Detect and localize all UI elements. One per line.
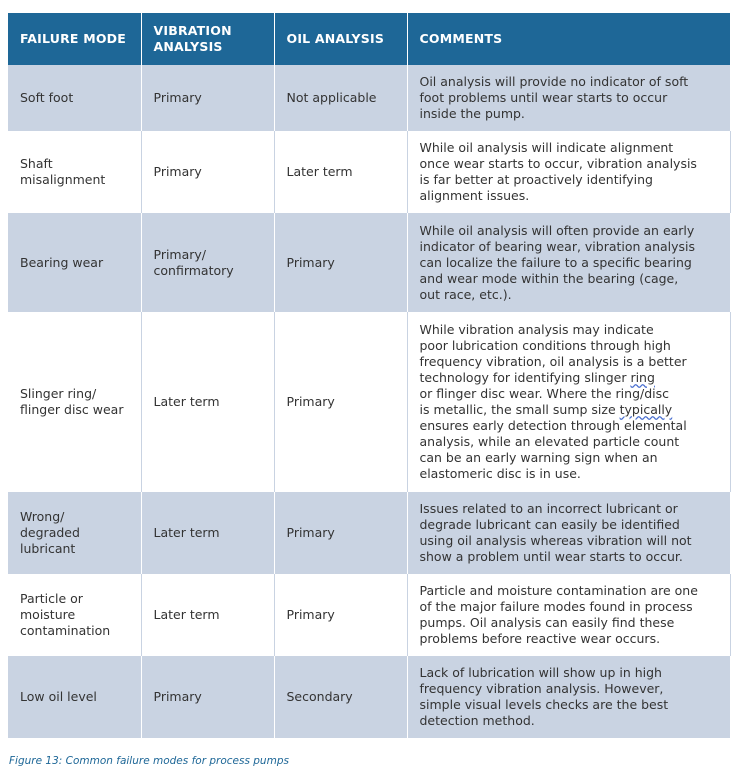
failure-mode-cell: Slinger ring/ flinger disc wear bbox=[8, 312, 141, 492]
failure-modes-table-container bbox=[8, 13, 730, 738]
vibration-cell: Primary bbox=[141, 656, 274, 738]
comments-cell: While oil analysis will indicate alignment once wear starts to occur, vibration analysis is far better at proactively identifying alignment issues. bbox=[407, 131, 730, 213]
header-comments: COMMENTS bbox=[407, 13, 730, 65]
comments-text-part: ensures early detection through elemental analysis, while an elevated particle count can be an early warning sign when an elastomeric disc is in use. bbox=[419, 418, 687, 481]
header-vibration-analysis: VIBRATION ANALYSIS bbox=[141, 13, 274, 65]
vibration-cell: Primary bbox=[141, 131, 274, 213]
table-row-shaft-misalignment bbox=[8, 131, 730, 213]
oil-cell: Later term bbox=[274, 131, 407, 213]
table-row-wrong-lubricant bbox=[8, 492, 730, 574]
failure-mode-cell: Wrong/ degraded lubricant bbox=[8, 492, 141, 574]
comments-cell bbox=[407, 312, 730, 492]
comments-text-part: or flinger disc wear. Where the ring/disc is metallic, the small sump size bbox=[419, 386, 670, 417]
oil-cell: Primary bbox=[274, 213, 407, 312]
comments-text-part: While vibration analysis may indicate poor lubrication conditions through high frequency vibration, oil analysis is a better technology for identifying slinger bbox=[419, 322, 687, 385]
header-row bbox=[8, 13, 730, 65]
comments-cell: Oil analysis will provide no indicator of soft foot problems until wear starts to occur inside the pump. bbox=[407, 65, 730, 131]
spellcheck-word: ring bbox=[630, 370, 655, 385]
header-failure-mode: FAILURE MODE bbox=[8, 13, 141, 65]
table-row-slinger-ring bbox=[8, 312, 730, 492]
oil-cell: Not applicable bbox=[274, 65, 407, 131]
comments-cell: Issues related to an incorrect lubricant or degrade lubricant can easily be identified using oil analysis whereas vibration will not show a problem until wear starts to occur. bbox=[407, 492, 730, 574]
oil-cell: Primary bbox=[274, 492, 407, 574]
failure-mode-cell: Bearing wear bbox=[8, 213, 141, 312]
table-row-particle-contamination bbox=[8, 574, 730, 656]
header-oil-analysis: OIL ANALYSIS bbox=[274, 13, 407, 65]
spellcheck-word: typically bbox=[619, 402, 673, 417]
oil-cell: Primary bbox=[274, 574, 407, 656]
table-row-bearing-wear bbox=[8, 213, 730, 312]
failure-modes-table bbox=[8, 13, 731, 738]
comments-cell: While oil analysis will often provide an early indicator of bearing wear, vibration analysis can localize the failure to a specific bearing and wear mode within the bearing (cage, out race, etc.). bbox=[407, 213, 730, 312]
vibration-cell: Later term bbox=[141, 574, 274, 656]
comments-cell: Particle and moisture contamination are one of the major failure modes found in process pumps. Oil analysis can easily find these problems before reactive wear occurs. bbox=[407, 574, 730, 656]
failure-mode-cell: Low oil level bbox=[8, 656, 141, 738]
oil-cell: Primary bbox=[274, 312, 407, 492]
vibration-cell: Later term bbox=[141, 492, 274, 574]
figure-caption: Figure 13: Common failure modes for process pumps bbox=[9, 755, 289, 767]
comments-cell: Lack of lubrication will show up in high frequency vibration analysis. However, simple visual levels checks are the best detection method. bbox=[407, 656, 730, 738]
table-row-low-oil-level bbox=[8, 656, 730, 738]
failure-mode-cell: Shaft misalignment bbox=[8, 131, 141, 213]
table-body bbox=[8, 65, 730, 738]
vibration-cell: Primary/ confirmatory bbox=[141, 213, 274, 312]
failure-mode-cell: Particle or moisture contamination bbox=[8, 574, 141, 656]
vibration-cell: Later term bbox=[141, 312, 274, 492]
vibration-cell: Primary bbox=[141, 65, 274, 131]
failure-mode-cell: Soft foot bbox=[8, 65, 141, 131]
table-header bbox=[8, 13, 730, 65]
oil-cell: Secondary bbox=[274, 656, 407, 738]
table-row-soft-foot bbox=[8, 65, 730, 131]
